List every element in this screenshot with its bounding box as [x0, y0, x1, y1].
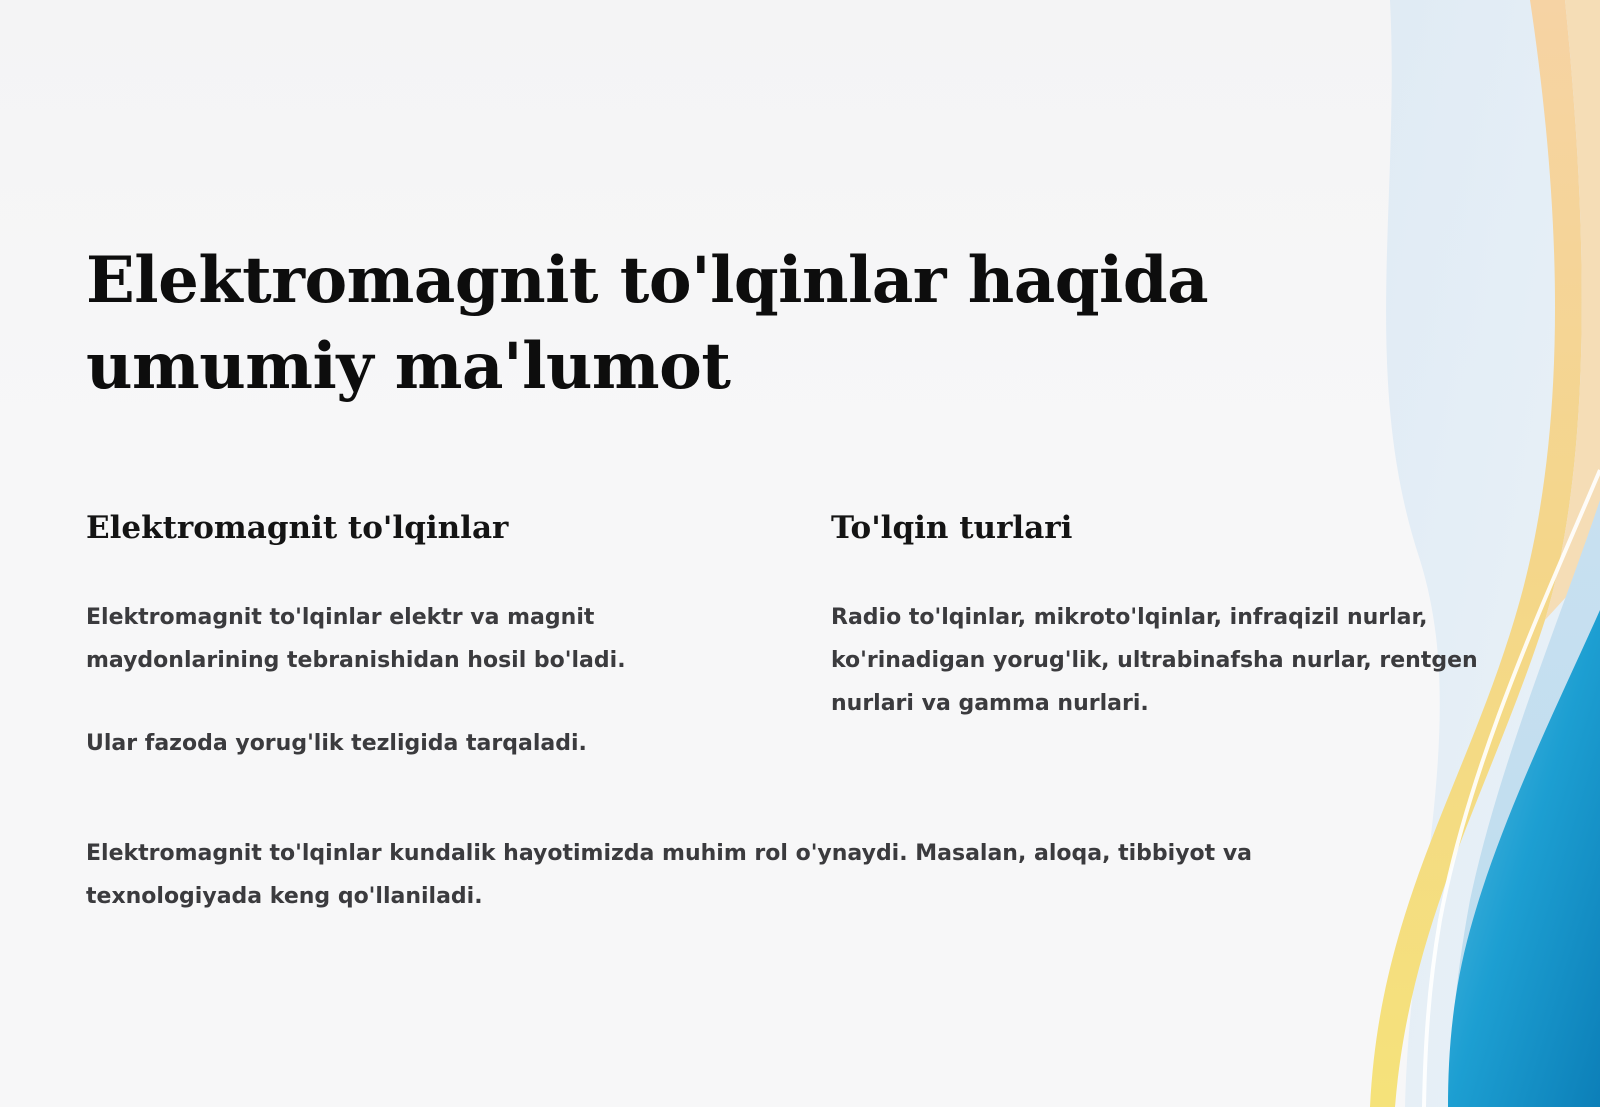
left-column-heading: Elektromagnit to'lqinlar [86, 510, 509, 546]
left-column-paragraph: Ular fazoda yorug'lik tezligida tarqaladi. [86, 731, 587, 756]
right-column-heading: To'lqin turlari [831, 510, 1073, 546]
left-column-paragraph: Elektromagnit to'lqinlar elektr va magnit maydonlarining tebranishidan hosil bo'ladi. [86, 605, 626, 673]
slide-title: Elektromagnit to'lqinlar haqida umumiy ma'lumot [86, 243, 1209, 404]
footer-paragraph: Elektromagnit to'lqinlar kundalik hayotimizda muhim rol o'ynaydi. Masalan, aloqa, tibbiyot va texnologiyada keng qo'llaniladi. [86, 841, 1253, 909]
right-column-paragraph: Radio to'lqinlar, mikroto'lqinlar, infraqizil nurlar, ko'rinadigan yorug'lik, ultrabinafsha nurlar, rentgen nurlari va gamma nurlari. [831, 605, 1478, 716]
